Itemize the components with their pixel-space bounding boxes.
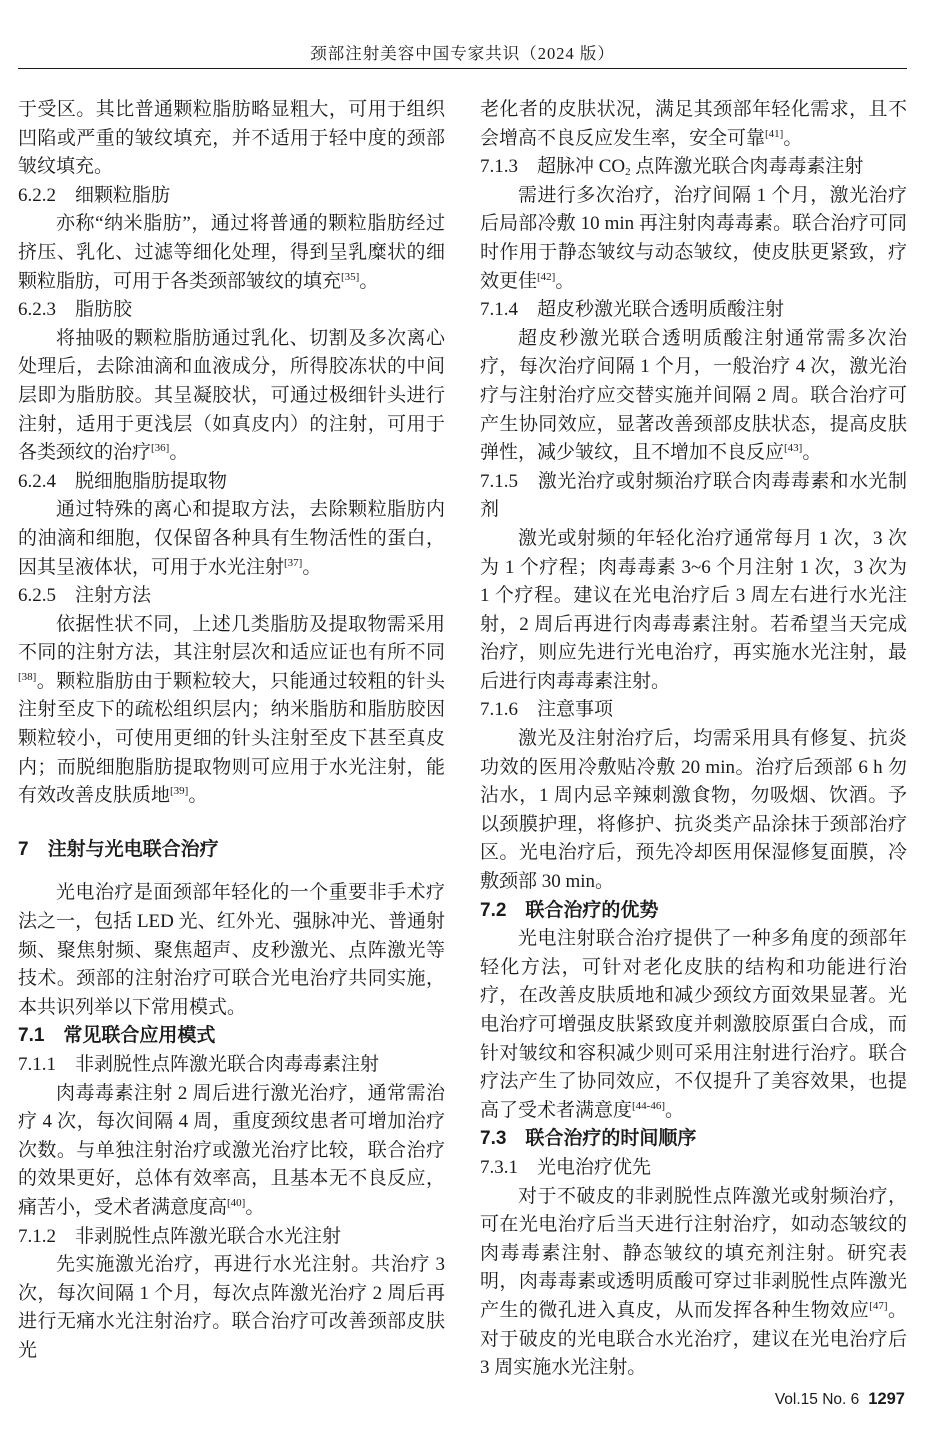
left-column [18,96,445,1383]
heading-7-1: 7.1 常见联合应用模式 [18,1025,216,1047]
two-column-body [18,96,907,1383]
heading-7-1-2: 7.1.2 非剥脱性点阵激光联合水光注射 [18,1225,342,1247]
citation-reference: [41] [765,127,784,140]
paragraph-7-1-1: 肉毒毒素注射 2 周后进行激光治疗，通常需治疗 4 次，每次间隔 4 周，重度颈纹患者可增加治疗次数。与单独注射治疗或激光治疗比较，联合治疗的效果更好，总体有效率高，且基本无不良反应，痛苦小，受术者满意度高[40]。 [18,1082,445,1218]
heading-7-1-5: 7.1.5 激光治疗或射频治疗联合肉毒毒素和水光制剂 [480,470,907,521]
paragraph-7-1-5: 激光或射频的年轻化治疗通常每月 1 次，3 次为 1 个疗程；肉毒毒素 3~6 个月注射 1 次，3 次为 1 个疗程。建议在光电治疗后 3 周左右进行水光注射，2 周后再进行肉毒毒素注射。若希望当天完成治疗，则应先进行光电治疗，再实施水光注射，最后进行肉毒毒素注射。 [480,527,907,692]
heading-7: 7 注射与光电联合治疗 [18,838,219,860]
chemical-subscript: 2 [625,166,631,179]
heading-6-2-2: 6.2.2 细颗粒脂肪 [18,184,171,206]
heading-7-3-1: 7.3.1 光电治疗优先 [480,1156,652,1178]
citation-reference: [44-46] [632,1099,666,1112]
heading-6-2-3: 6.2.3 脂肪胶 [18,299,133,321]
heading-6-2-4: 6.2.4 脱细胞脂肪提取物 [18,470,228,492]
paragraph-7-1-2-continuation: 老化者的皮肤状况，满足其颈部年轻化需求，且不会增高不良反应发生率，安全可靠[41]。 [480,99,907,149]
paragraph-7-3-1: 对于不破皮的非剥脱性点阵激光或射频治疗，可在光电治疗后当天进行注射治疗，如动态皱纹的肉毒毒素注射、静态皱纹的填充剂注射。研究表明，肉毒毒素或透明质酸可穿过非剥脱性点阵激光产生的微孔进入真皮，从而发挥各种生物效应[47]。对于破皮的光电联合水光治疗，建议在光电治疗后 3 周实施水光注射。 [480,1185,907,1379]
citation-reference: [43] [784,442,803,455]
paragraph-6-2-3: 将抽吸的颗粒脂肪通过乳化、切割及多次离心处理后，去除油滴和血液成分，所得胶冻状的中间层即为脂肪胶。其呈凝胶状，可通过极细针头进行注射，适用于更浅层（如真皮内）的注射，可用于各类颈纹的治疗[36]。 [18,327,445,464]
heading-6-2-5: 6.2.5 注射方法 [18,585,152,607]
heading-7-3: 7.3 联合治疗的时间顺序 [480,1128,697,1150]
header-rule [18,68,907,69]
citation-reference: [37] [284,556,303,569]
footer-page-number: 1297 [868,1390,905,1408]
paragraph-6-2-2: 亦称“纳米脂肪”，通过将普通的颗粒脂肪经过挤压、乳化、过滤等细化处理，得到呈乳糜状的细颗粒脂肪，可用于各类颈部皱纹的填充[35]。 [18,213,445,292]
paragraph-granular-fat-continuation: 于受区。其比普通颗粒脂肪略显粗大，可用于组织凹陷或严重的皱纹填充，并不适用于轻中度的颈部皱纹填充。 [18,99,445,178]
paragraph-7-1-3: 需进行多次治疗，治疗间隔 1 个月，激光治疗后局部冷敷 10 min 再注射肉毒毒素。联合治疗可同时作用于静态皱纹与动态皱纹，使皮肤更紧致，疗效更佳[42]。 [480,184,907,292]
paragraph-7-intro: 光电治疗是面颈部年轻化的一个重要非手术疗法之一，包括 LED 光、红外光、强脉冲光、普通射频、聚焦射频、聚焦超声、皮秒激光、点阵激光等技术。颈部的注射治疗可联合光电治疗共同实施，本共识列举以下常用模式。 [18,882,445,1018]
paragraph-6-2-5: 依据性状不同，上述几类脂肪及提取物需采用不同的注射方法，其注射层次和适应证也有所不同[38]。颗粒脂肪由于颗粒较大，只能通过较粗的针头注射至皮下的疏松组织层内；纳米脂肪和脂肪胶因颗粒较小，可使用更细的针头注射至皮下甚至真皮内；而脱细胞脂肪提取物则可应用于水光注射，能有效改善皮肤质地[39]。 [18,613,445,807]
citation-reference: [38] [18,670,37,683]
heading-7-1-6: 7.1.6 注意事项 [480,699,614,721]
heading-7-1-1: 7.1.1 非剥脱性点阵激光联合肉毒毒素注射 [18,1054,380,1075]
page-footer [775,1390,905,1409]
heading-7-2: 7.2 联合治疗的优势 [480,899,659,921]
paragraph-7-1-6: 激光及注射治疗后，均需采用具有修复、抗炎功效的医用冷敷贴冷敷 20 min。治疗后颈部 6 h 勿沾水，1 周内忌辛辣刺激食物，勿吸烟、饮酒。予以颈膜护理，将修护、抗炎类产品涂抹于颈部治疗区。光电治疗后，预先冷却医用保湿修复面膜，冷敷颈部 30 min。 [480,728,907,893]
paragraph-7-1-2: 先实施激光治疗，再进行水光注射。共治疗 3 次，每次间隔 1 个月，每次点阵激光治疗 2 周后再进行无痛水光注射治疗。联合治疗可改善颈部皮肤光 [18,1254,445,1361]
citation-reference: [47] [869,1299,888,1312]
paragraph-7-2: 光电注射联合治疗提供了一种多角度的颈部年轻化方法，可针对老化皮肤的结构和功能进行治疗，在改善皮肤质地和减少颈纹方面效果显著。光电治疗可增强皮肤紧致度并刺激胶原蛋白合成，而针对皱纹和容积减少则可采用注射进行治疗。联合疗法产生了协同效应，不仅提升了美容效果，也提高了受术者满意度[44-46]。 [480,928,907,1121]
paragraph-7-1-4: 超皮秒激光联合透明质酸注射通常需多次治疗，每次治疗间隔 1 个月，一般治疗 4 次，激光治疗与注射治疗应交替实施并间隔 2 周。联合治疗可产生协同效应，显著改善颈部皮肤状态，提高皮肤弹性，减少皱纹，且不增加不良反应[43]。 [480,327,907,464]
paragraph-6-2-4: 通过特殊的离心和提取方法，去除颗粒脂肪内的油滴和细胞，仅保留各种具有生物活性的蛋白，因其呈液体状，可用于水光注射[37]。 [18,499,445,578]
citation-reference: [36] [151,442,170,455]
citation-reference: [39] [170,785,189,798]
citation-reference: [35] [341,270,360,283]
heading-7-1-4: 7.1.4 超皮秒激光联合透明质酸注射 [480,299,785,321]
footer-volume-issue: Vol.15 No. 6 [774,1391,860,1408]
citation-reference: [42] [537,270,556,283]
heading-7-1-3: 7.1.3 超脉冲 $CO_2$ 点阵激光联合肉毒毒素注射 [480,156,864,179]
citation-reference: [40] [227,1196,246,1209]
right-column [480,96,907,1383]
page-header-title: 颈部注射美容中国专家共识（2024 版） [310,44,615,63]
